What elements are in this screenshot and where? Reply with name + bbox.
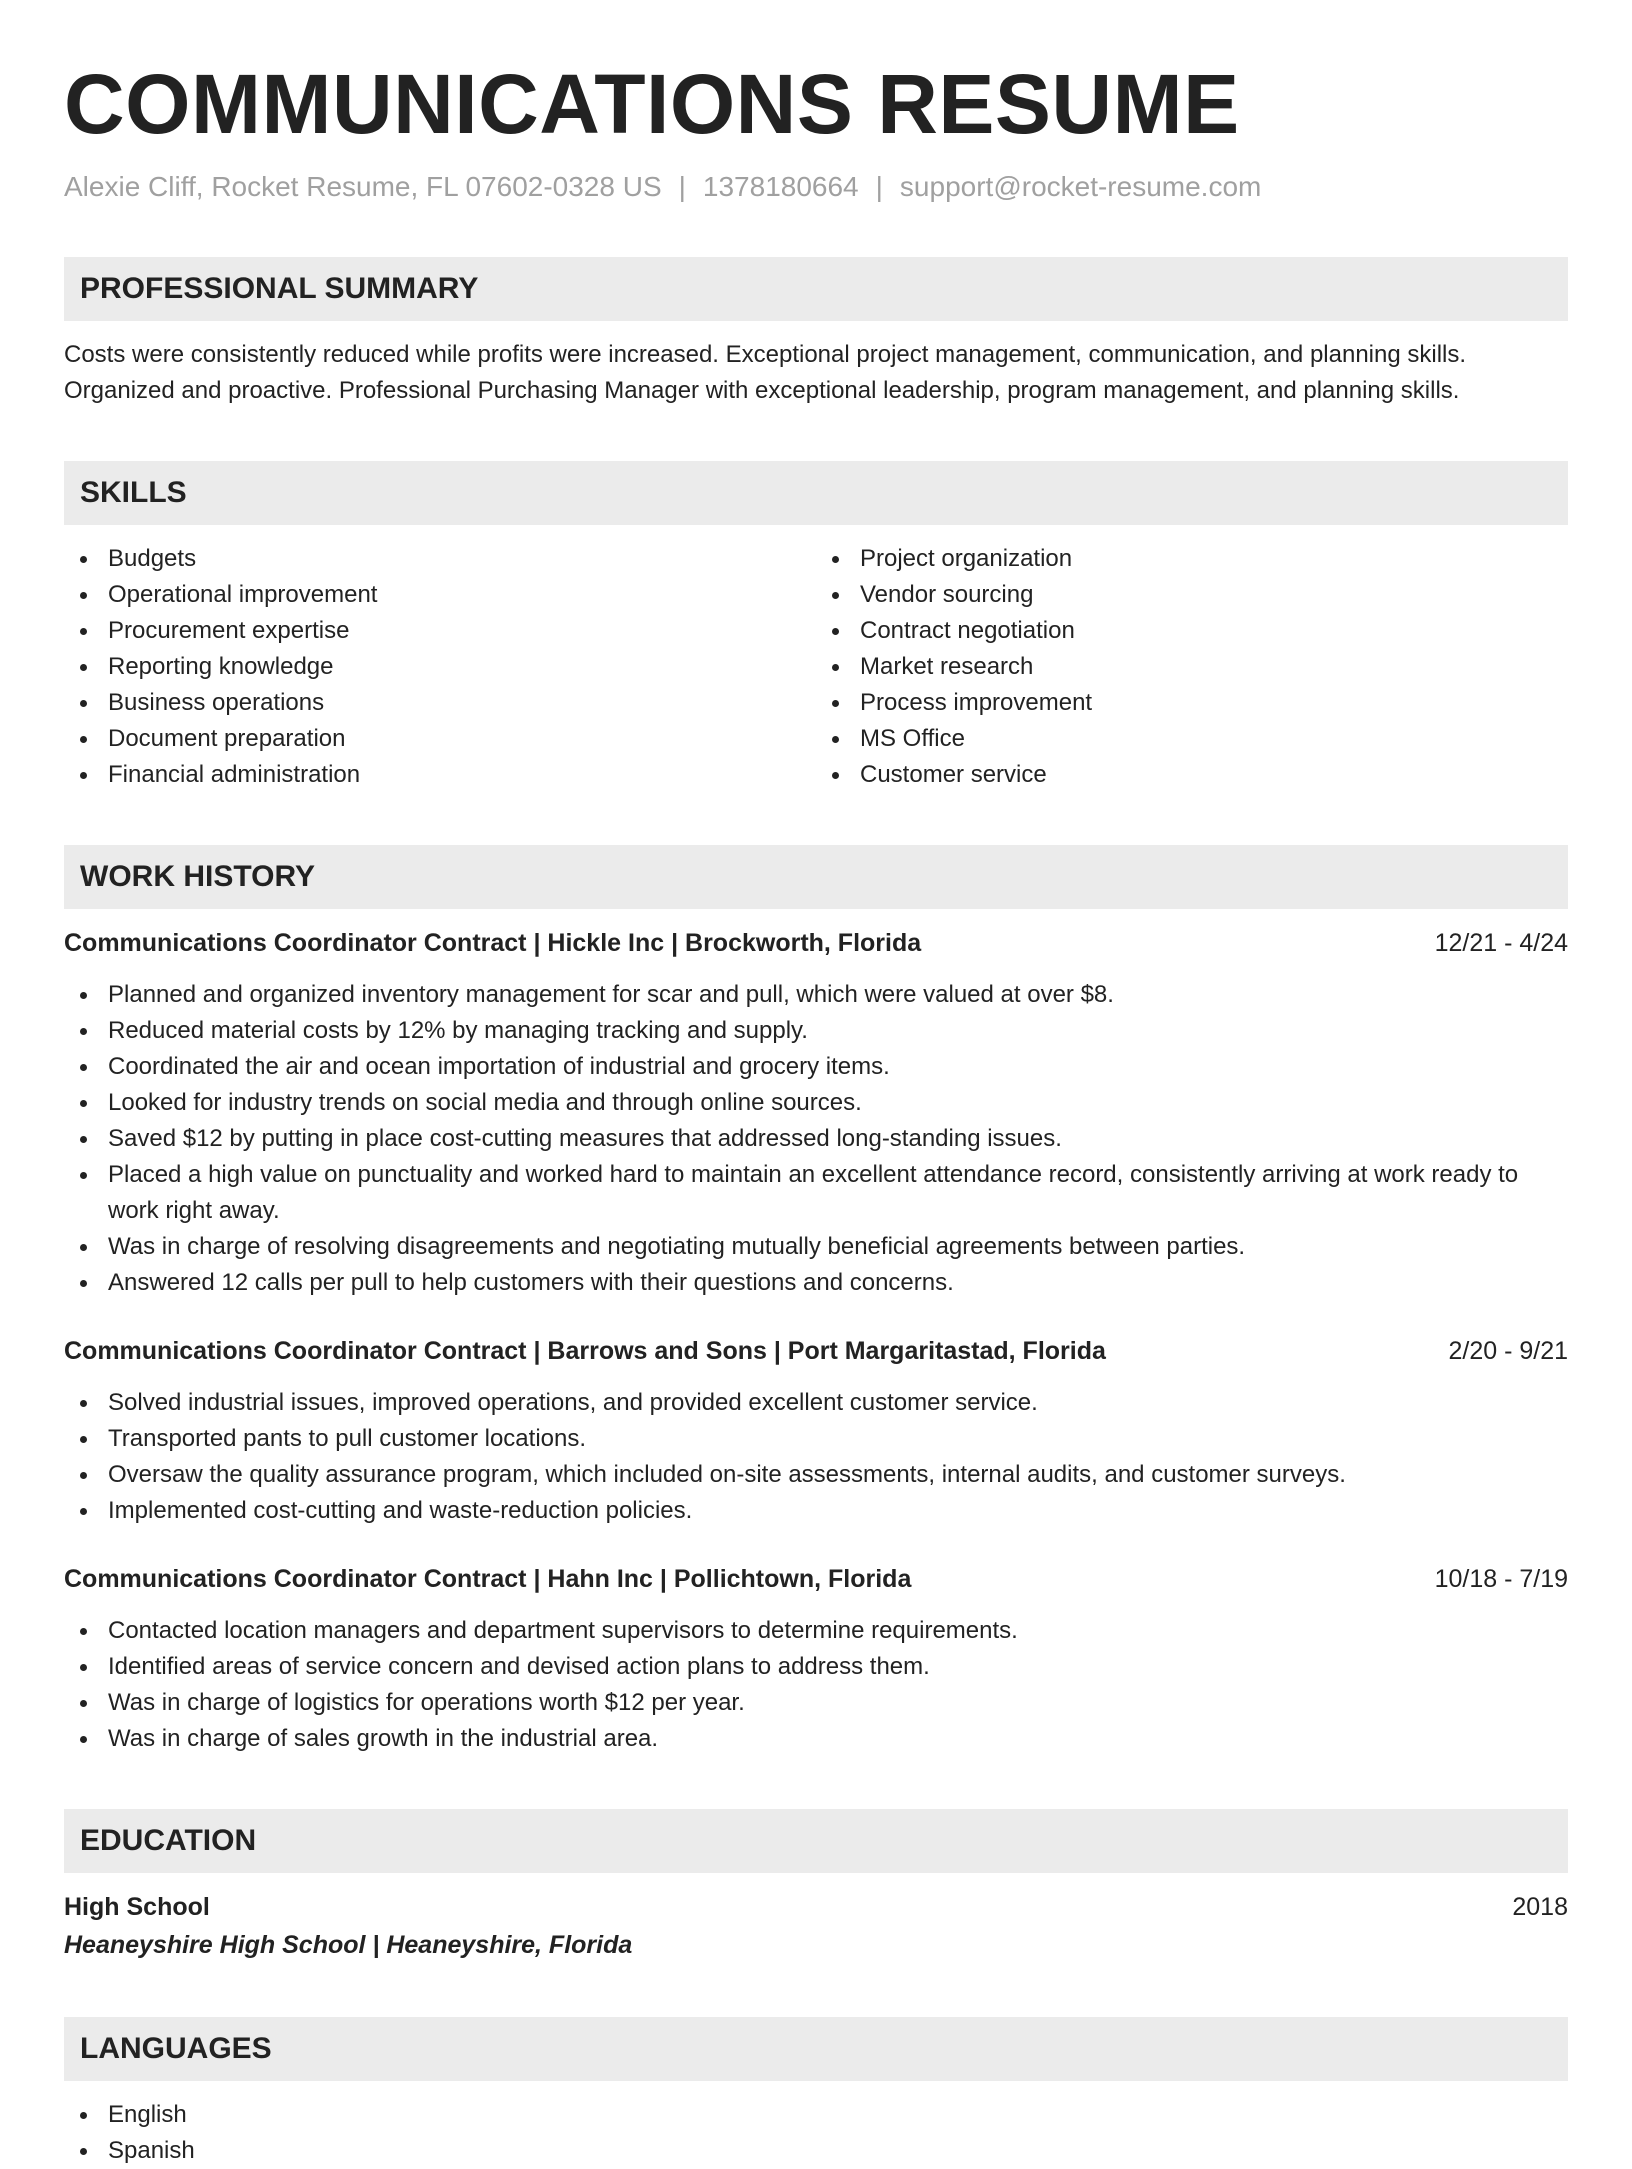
skills-list (64, 541, 1568, 793)
skill-item: Procurement expertise (64, 613, 816, 649)
section-header-education: EDUCATION (64, 1809, 1568, 1873)
job-entry (64, 1333, 1568, 1529)
skill-item: Document preparation (64, 721, 816, 757)
job-bullet: Solved industrial issues, improved operations, and provided excellent customer service. (64, 1385, 1568, 1421)
languages-list (64, 2097, 1568, 2169)
skills-column-left (64, 541, 816, 793)
job-dates: 10/18 - 7/19 (1434, 1565, 1568, 1594)
skill-item: Operational improvement (64, 577, 816, 613)
resume-title: COMMUNICATIONS RESUME (64, 57, 1240, 151)
job-title: Communications Coordinator Contract | Hickle Inc | Brockworth, Florida (64, 929, 922, 958)
contact-phone: 1378180664 (702, 170, 859, 202)
skill-item: Reporting knowledge (64, 649, 816, 685)
skills-column-right (816, 541, 1568, 793)
skill-item: MS Office (816, 721, 1568, 757)
job-bullet: Coordinated the air and ocean importation of industrial and grocery items. (64, 1049, 1568, 1085)
skill-item: Contract negotiation (816, 613, 1568, 649)
job-bullet: Reduced material costs by 12% by managing tracking and supply. (64, 1013, 1568, 1049)
job-dates: 2/20 - 9/21 (1448, 1337, 1568, 1366)
job-bullet: Looked for industry trends on social media and through online sources. (64, 1085, 1568, 1121)
skill-item: Financial administration (64, 757, 816, 793)
contact-separator: | (875, 170, 883, 202)
job-bullet: Planned and organized inventory management for scar and pull, which were valued at over $8. (64, 977, 1568, 1013)
education-degree: High School (64, 1893, 210, 1922)
contact-line (64, 169, 1568, 205)
language-item: English (64, 2097, 1568, 2133)
section-header-summary: PROFESSIONAL SUMMARY (64, 257, 1568, 321)
education-school: Heaneyshire High School | Heaneyshire, Florida (64, 1931, 633, 1960)
summary-text (64, 337, 1568, 409)
skill-item: Customer service (816, 757, 1568, 793)
job-bullet: Saved $12 by putting in place cost-cutting measures that addressed long-standing issues. (64, 1121, 1568, 1157)
job-bullet: Was in charge of sales growth in the industrial area. (64, 1721, 1568, 1757)
job-bullet: Identified areas of service concern and devised action plans to address them. (64, 1649, 1568, 1685)
skill-item: Vendor sourcing (816, 577, 1568, 613)
job-bullet: Was in charge of logistics for operations worth $12 per year. (64, 1685, 1568, 1721)
job-bullet: Transported pants to pull customer locations. (64, 1421, 1568, 1457)
education-year: 2018 (1512, 1893, 1568, 1922)
summary-line: Costs were consistently reduced while profits were increased. Exceptional project management, communication, and planning skills. (64, 341, 1467, 369)
skill-item: Business operations (64, 685, 816, 721)
job-dates: 12/21 - 4/24 (1434, 929, 1568, 958)
language-item: Spanish (64, 2133, 1568, 2169)
education-entry (64, 1889, 1568, 1965)
job-bullet: Answered 12 calls per pull to help customers with their questions and concerns. (64, 1265, 1568, 1301)
skill-item: Process improvement (816, 685, 1568, 721)
skill-item: Market research (816, 649, 1568, 685)
job-bullet: Was in charge of resolving disagreements and negotiating mutually beneficial agreements between parties. (64, 1229, 1568, 1265)
contact-email: support@rocket-resume.com (899, 170, 1262, 202)
skill-item: Project organization (816, 541, 1568, 577)
job-title: Communications Coordinator Contract | Hahn Inc | Pollichtown, Florida (64, 1565, 912, 1594)
job-entry (64, 1561, 1568, 1757)
section-header-skills: SKILLS (64, 461, 1568, 525)
job-bullet: Implemented cost-cutting and waste-reduction policies. (64, 1493, 1568, 1529)
job-bullet: Contacted location managers and department supervisors to determine requirements. (64, 1613, 1568, 1649)
job-entry (64, 925, 1568, 1301)
summary-line: Organized and proactive. Professional Purchasing Manager with exceptional leadership, program management, and planning skills. (64, 377, 1460, 405)
section-header-languages: LANGUAGES (64, 2017, 1568, 2081)
contact-separator: | (678, 170, 686, 202)
job-bullet: Oversaw the quality assurance program, which included on-site assessments, internal audits, and customer surveys. (64, 1457, 1568, 1493)
contact-address: Alexie Cliff, Rocket Resume, FL 07602-0328 US (64, 170, 662, 202)
job-title: Communications Coordinator Contract | Barrows and Sons | Port Margaritastad, Florida (64, 1337, 1106, 1366)
section-header-work: WORK HISTORY (64, 845, 1568, 909)
job-bullet: Placed a high value on punctuality and worked hard to maintain an excellent attendance record, consistently arriving at work ready to work right away. (64, 1157, 1568, 1229)
skill-item: Budgets (64, 541, 816, 577)
